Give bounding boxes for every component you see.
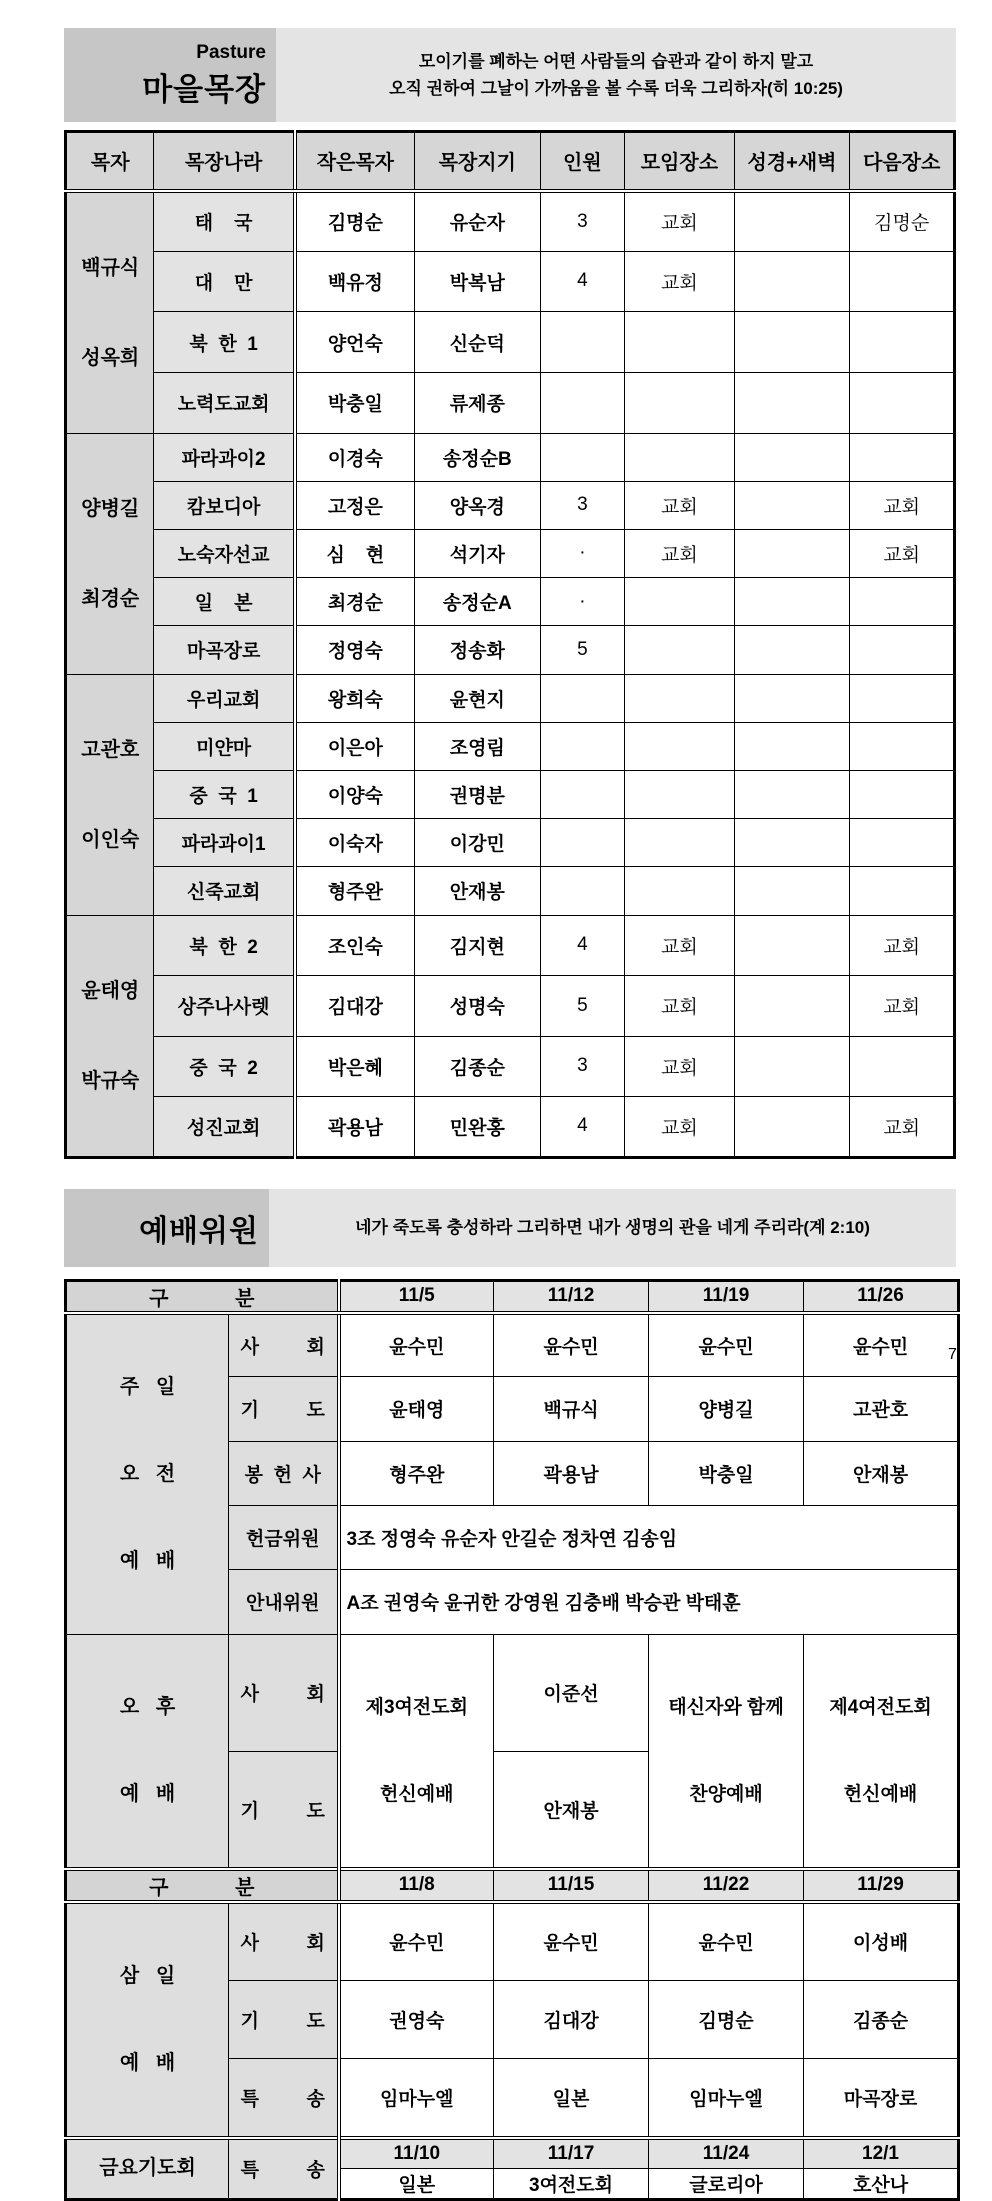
small-shepherd-cell: 형주완: [295, 867, 415, 915]
place-cell: [625, 770, 735, 818]
bible-cell: [734, 372, 850, 433]
bible-cell: [734, 529, 850, 577]
country-cell: 중 국 2: [154, 1036, 295, 1097]
assignee-line: 제3여전도회: [341, 1693, 494, 1722]
bible-cell: [734, 722, 850, 770]
small-shepherd-cell: 정영숙: [295, 626, 415, 674]
worship-table: [64, 1279, 960, 2201]
date-cell: 11/24: [649, 2138, 804, 2169]
next-place-cell: [850, 578, 955, 626]
assignee-cell: 임마누엘: [339, 2059, 494, 2138]
country-cell: 중 국 1: [154, 770, 295, 818]
gubun-cell: 구 분: [66, 1280, 339, 1313]
table-row: [66, 674, 955, 722]
service-group-cell: 금요기도회: [66, 2138, 229, 2200]
pasture-header-row: [66, 132, 955, 191]
small-shepherd-cell: 곽용남: [295, 1097, 415, 1158]
assignee-cell: 이준선: [494, 1634, 649, 1751]
bible-cell: [734, 867, 850, 915]
country-cell: 노숙자선교: [154, 529, 295, 577]
date-cell: 11/8: [339, 1869, 494, 1902]
country-cell: 미얀마: [154, 722, 295, 770]
shepherd-name: 윤태영: [67, 976, 153, 1006]
assignee-line: 제4여전도회: [804, 1693, 957, 1722]
place-cell: 교회: [625, 191, 735, 252]
keeper-cell: 정송화: [414, 626, 540, 674]
date-cell: 11/17: [494, 2138, 649, 2169]
role-label-cell: 사 회: [229, 1634, 339, 1751]
small-shepherd-cell: 이양숙: [295, 770, 415, 818]
keeper-cell: 양옥경: [414, 481, 540, 529]
assignee-cell: 윤수민: [804, 1313, 959, 1377]
place-cell: 교회: [625, 251, 735, 312]
country-cell: 북 한 1: [154, 312, 295, 373]
service-group-line: 오 후: [67, 1693, 228, 1722]
count-cell: [540, 433, 624, 481]
date-cell: 11/29: [804, 1869, 959, 1902]
count-cell: 4: [540, 915, 624, 976]
small-shepherd-cell: 이은아: [295, 722, 415, 770]
bible-cell: [734, 578, 850, 626]
country-cell: 신죽교회: [154, 867, 295, 915]
place-cell: [625, 578, 735, 626]
bible-cell: [734, 915, 850, 976]
bible-cell: [734, 312, 850, 373]
country-cell: 일 본: [154, 578, 295, 626]
shepherd-name: 이인숙: [67, 825, 153, 855]
service-group-line: 예 배: [67, 2049, 228, 2078]
bible-cell: [734, 481, 850, 529]
assignee-cell: 호산나: [804, 2169, 959, 2200]
role-label-cell: 기 도: [229, 1377, 339, 1441]
assignee-line: 헌신예배: [341, 1780, 494, 1809]
keeper-cell: 윤현지: [414, 674, 540, 722]
keeper-cell: 권명분: [414, 770, 540, 818]
offering-committee-cell: 3조 정영숙 유순자 안길순 정차연 김송임: [339, 1505, 959, 1569]
assignee-cell: 김종순: [804, 1980, 959, 2059]
place-cell: 교회: [625, 529, 735, 577]
keeper-cell: 이강민: [414, 819, 540, 867]
service-group-line: 예 배: [67, 1780, 228, 1809]
country-cell: 대 만: [154, 251, 295, 312]
bible-cell: [734, 674, 850, 722]
assignee-cell: 일본: [339, 2169, 494, 2200]
next-place-cell: [850, 251, 955, 312]
bible-cell: [734, 251, 850, 312]
pasture-title-korean: 마을목장: [142, 64, 266, 109]
count-cell: ·: [540, 578, 624, 626]
gubun-cell: 구 분: [66, 1869, 339, 1902]
shepherd-name: 최경순: [67, 584, 153, 614]
table-row: [66, 1097, 955, 1158]
country-cell: 노력도교회: [154, 372, 295, 433]
count-cell: 4: [540, 1097, 624, 1158]
date-cell: 11/22: [649, 1869, 804, 1902]
place-cell: 교회: [625, 1097, 735, 1158]
assignee-line: 헌신예배: [804, 1780, 957, 1809]
pasture-verse-line1: 모이기를 폐하는 어떤 사람들의 습관과 같이 하지 말고: [419, 48, 813, 75]
country-cell: 캄보디아: [154, 481, 295, 529]
table-row: [66, 2138, 959, 2169]
assignee-cell: 글로리아: [649, 2169, 804, 2200]
small-shepherd-cell: 양언숙: [295, 312, 415, 373]
small-shepherd-cell: 김대강: [295, 976, 415, 1037]
next-place-cell: [850, 770, 955, 818]
keeper-cell: 송정순A: [414, 578, 540, 626]
role-label-cell: 사 회: [229, 1313, 339, 1377]
table-row: [66, 1036, 955, 1097]
shepherd-name: 고관호: [67, 735, 153, 765]
date-cell: 11/5: [339, 1280, 494, 1313]
shepherd-name: 양병길: [67, 494, 153, 524]
small-shepherd-cell: 조인숙: [295, 915, 415, 976]
country-cell: 태 국: [154, 191, 295, 252]
service-group-cell: [66, 1313, 229, 1635]
next-place-cell: 교회: [850, 976, 955, 1037]
assignee-cell: 안재봉: [494, 1751, 649, 1868]
country-cell: 성진교회: [154, 1097, 295, 1158]
country-cell: 북 한 2: [154, 915, 295, 976]
count-cell: 4: [540, 251, 624, 312]
count-cell: [540, 674, 624, 722]
count-cell: 5: [540, 976, 624, 1037]
service-group-line: 오 전: [67, 1460, 228, 1489]
worship-verse-line: 네가 죽도록 충성하라 그리하면 내가 생명의 관을 네게 주리라(계 2:10): [355, 1214, 870, 1241]
assignee-cell: 이성배: [804, 1902, 959, 1981]
role-label-cell: 안내위원: [229, 1570, 339, 1634]
country-cell: 마곡장로: [154, 626, 295, 674]
date-cell: 11/10: [339, 2138, 494, 2169]
role-label-cell: 특 송: [229, 2138, 339, 2200]
shepherd-name: 성옥희: [67, 343, 153, 373]
date-header-row: [66, 1869, 959, 1902]
worship-section-header: [64, 1189, 956, 1267]
count-cell: 3: [540, 1036, 624, 1097]
service-group-line: 주 일: [67, 1373, 228, 1402]
keeper-cell: 김지현: [414, 915, 540, 976]
date-header-row: [66, 1280, 959, 1313]
place-cell: 교회: [625, 481, 735, 529]
usher-committee-cell: A조 권영숙 윤귀한 강영원 김충배 박승관 박태훈: [339, 1570, 959, 1634]
assignee-cell: [804, 1634, 959, 1869]
shepherd-cell: [66, 433, 154, 674]
assignee-cell: 윤수민: [649, 1313, 804, 1377]
country-cell: 파라과이2: [154, 433, 295, 481]
assignee-cell: 윤수민: [494, 1902, 649, 1981]
country-cell: 상주나사렛: [154, 976, 295, 1037]
worship-title-box: [64, 1189, 269, 1267]
service-group-cell: [66, 1634, 229, 1869]
count-cell: 3: [540, 191, 624, 252]
assignee-cell: [339, 1634, 494, 1869]
next-place-cell: [850, 433, 955, 481]
shepherd-cell: [66, 674, 154, 915]
next-place-cell: 교회: [850, 529, 955, 577]
shepherd-name: 백규식: [67, 253, 153, 283]
pasture-title-box: [64, 28, 276, 122]
pasture-title-english: Pasture: [196, 42, 266, 64]
table-row: [66, 1313, 959, 1377]
place-cell: [625, 674, 735, 722]
keeper-cell: 석기자: [414, 529, 540, 577]
worship-verse: [269, 1189, 956, 1267]
table-row: [66, 433, 955, 481]
assignee-cell: 3여전도회: [494, 2169, 649, 2200]
date-cell: 11/15: [494, 1869, 649, 1902]
place-cell: [625, 867, 735, 915]
next-place-cell: [850, 674, 955, 722]
small-shepherd-cell: 고정은: [295, 481, 415, 529]
assignee-cell: 임마누엘: [649, 2059, 804, 2138]
assignee-cell: 김명순: [649, 1980, 804, 2059]
next-place-cell: [850, 722, 955, 770]
assignee-cell: 고관호: [804, 1377, 959, 1441]
role-label-cell: 기 도: [229, 1980, 339, 2059]
small-shepherd-cell: 박충일: [295, 372, 415, 433]
keeper-cell: 김종순: [414, 1036, 540, 1097]
keeper-cell: 유순자: [414, 191, 540, 252]
table-row: [66, 819, 955, 867]
count-cell: 5: [540, 626, 624, 674]
small-shepherd-cell: 심 현: [295, 529, 415, 577]
assignee-cell: 윤수민: [339, 1902, 494, 1981]
shepherd-cell: [66, 191, 154, 434]
keeper-cell: 민완홍: [414, 1097, 540, 1158]
table-row: [66, 312, 955, 373]
pasture-verse-line2: 오직 권하여 그날이 가까움을 볼 수록 더욱 그리하자(히 10:25): [389, 75, 843, 102]
table-row: [66, 915, 955, 976]
pasture-table: [64, 130, 956, 1159]
assignee-cell: 윤수민: [649, 1902, 804, 1981]
assignee-cell: 양병길: [649, 1377, 804, 1441]
bible-cell: [734, 433, 850, 481]
count-cell: [540, 867, 624, 915]
count-cell: [540, 819, 624, 867]
small-shepherd-cell: 이경숙: [295, 433, 415, 481]
table-row: [66, 529, 955, 577]
small-shepherd-cell: 백유정: [295, 251, 415, 312]
keeper-cell: 박복남: [414, 251, 540, 312]
count-cell: 3: [540, 481, 624, 529]
keeper-cell: 송정순B: [414, 433, 540, 481]
small-shepherd-cell: 김명순: [295, 191, 415, 252]
next-place-cell: [850, 819, 955, 867]
date-cell: 11/19: [649, 1280, 804, 1313]
role-label-cell: 봉 헌 사: [229, 1441, 339, 1505]
table-row: [66, 722, 955, 770]
table-row: [66, 1634, 959, 1751]
col-header-country: 목장나라: [154, 132, 295, 191]
keeper-cell: 안재봉: [414, 867, 540, 915]
next-place-cell: [850, 1036, 955, 1097]
count-cell: ·: [540, 529, 624, 577]
assignee-cell: 권영숙: [339, 1980, 494, 2059]
small-shepherd-cell: 왕희숙: [295, 674, 415, 722]
assignee-cell: [649, 1634, 804, 1869]
shepherd-cell: [66, 915, 154, 1157]
pasture-verse: [276, 28, 956, 122]
next-place-cell: 김명순: [850, 191, 955, 252]
role-label-cell: 기 도: [229, 1751, 339, 1868]
place-cell: 교회: [625, 915, 735, 976]
table-row: [66, 1902, 959, 1981]
keeper-cell: 신순덕: [414, 312, 540, 373]
bible-cell: [734, 1097, 850, 1158]
place-cell: [625, 626, 735, 674]
country-cell: 우리교회: [154, 674, 295, 722]
small-shepherd-cell: 박은혜: [295, 1036, 415, 1097]
page-number: 7: [948, 1346, 957, 1364]
service-group-line: 삼 일: [67, 1962, 228, 1991]
col-header-keeper: 목장지기: [414, 132, 540, 191]
bible-cell: [734, 191, 850, 252]
date-cell: 12/1: [804, 2138, 959, 2169]
count-cell: [540, 770, 624, 818]
worship-title: 예배위원: [139, 1206, 259, 1250]
assignee-cell: 박충일: [649, 1441, 804, 1505]
small-shepherd-cell: 이숙자: [295, 819, 415, 867]
col-header-count: 인원: [540, 132, 624, 191]
table-row: [66, 578, 955, 626]
place-cell: [625, 312, 735, 373]
assignee-cell: 곽용남: [494, 1441, 649, 1505]
assignee-cell: 안재봉: [804, 1441, 959, 1505]
table-row: [66, 867, 955, 915]
role-label-cell: 헌금위원: [229, 1505, 339, 1569]
table-row: [66, 481, 955, 529]
keeper-cell: 조영림: [414, 722, 540, 770]
assignee-cell: 형주완: [339, 1441, 494, 1505]
next-place-cell: [850, 867, 955, 915]
count-cell: [540, 372, 624, 433]
col-header-place: 모임장소: [625, 132, 735, 191]
bible-cell: [734, 976, 850, 1037]
count-cell: [540, 312, 624, 373]
assignee-cell: 김대강: [494, 1980, 649, 2059]
keeper-cell: 류제종: [414, 372, 540, 433]
pasture-section-header: [64, 28, 956, 122]
date-cell: 11/26: [804, 1280, 959, 1313]
bible-cell: [734, 770, 850, 818]
bible-cell: [734, 626, 850, 674]
keeper-cell: 성명숙: [414, 976, 540, 1037]
col-header-small-shepherd: 작은목자: [295, 132, 415, 191]
shepherd-name: 박규숙: [67, 1066, 153, 1096]
place-cell: 교회: [625, 976, 735, 1037]
table-row: [66, 976, 955, 1037]
service-group-line: 예 배: [67, 1547, 228, 1576]
table-row: [66, 251, 955, 312]
assignee-cell: 윤수민: [494, 1313, 649, 1377]
assignee-cell: 윤수민: [339, 1313, 494, 1377]
next-place-cell: 교회: [850, 481, 955, 529]
col-header-shepherd: 목자: [66, 132, 154, 191]
small-shepherd-cell: 최경순: [295, 578, 415, 626]
table-row: [66, 372, 955, 433]
assignee-line: 태신자와 함께: [649, 1693, 803, 1722]
next-place-cell: 교회: [850, 1097, 955, 1158]
place-cell: [625, 819, 735, 867]
next-place-cell: [850, 626, 955, 674]
role-label-cell: 사 회: [229, 1902, 339, 1981]
assignee-cell: 마곡장로: [804, 2059, 959, 2138]
next-place-cell: 교회: [850, 915, 955, 976]
date-cell: 11/12: [494, 1280, 649, 1313]
place-cell: [625, 372, 735, 433]
assignee-line: 찬양예배: [649, 1780, 803, 1809]
table-row: [66, 191, 955, 252]
place-cell: 교회: [625, 1036, 735, 1097]
next-place-cell: [850, 372, 955, 433]
place-cell: [625, 433, 735, 481]
bible-cell: [734, 819, 850, 867]
next-place-cell: [850, 312, 955, 373]
col-header-bible: 성경+새벽: [734, 132, 850, 191]
col-header-next-place: 다음장소: [850, 132, 955, 191]
assignee-cell: 윤태영: [339, 1377, 494, 1441]
service-group-cell: [66, 1902, 229, 2138]
assignee-cell: 일본: [494, 2059, 649, 2138]
role-label-cell: 특 송: [229, 2059, 339, 2138]
assignee-cell: 백규식: [494, 1377, 649, 1441]
count-cell: [540, 722, 624, 770]
place-cell: [625, 722, 735, 770]
bible-cell: [734, 1036, 850, 1097]
country-cell: 파라과이1: [154, 819, 295, 867]
table-row: [66, 770, 955, 818]
table-row: [66, 626, 955, 674]
